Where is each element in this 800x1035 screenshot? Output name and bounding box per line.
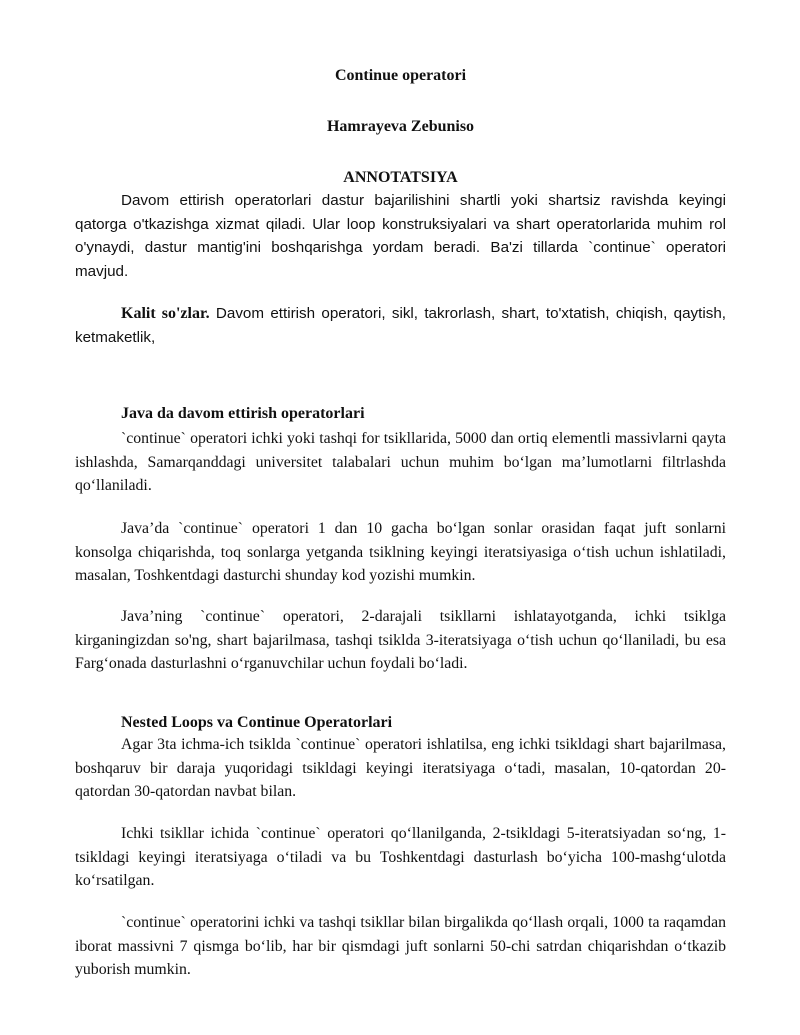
keywords-paragraph bbox=[75, 302, 726, 349]
section2-paragraph-3: `continue` operatorini ichki va tashqi tsikllar bilan birgalikda qo‘llash orqali, 1000 ta raqamdan iborat massivni 7 qismga bo‘lib, har bir qismdagi juft sonlarni 50-chi satrdan chiqarishdan o‘tkazib yuborish mumkin. bbox=[75, 914, 726, 979]
annotation-heading: ANNOTATSIYA bbox=[343, 169, 458, 186]
section-heading-java: Java da davom ettirish operatorlari bbox=[121, 405, 365, 422]
section2-paragraph-1: Agar 3ta ichma-ich tsiklda `continue` operatori ishlatilsa, eng ichki tsikldagi shart bajarilmasa, boshqaruv bir daraja yuqoridagi tsikldagi keyingi iteratsiyaga o‘tadi, masalan, 10-qatordan 20-qatordan 30-qatordan navbat bilan. bbox=[75, 736, 726, 801]
keywords-label: Kalit so'zlar. bbox=[121, 305, 210, 322]
keywords-text: Davom ettirish operatori, sikl, takrorlash, shart, to'xtatish, chiqish, qaytish, ketmaketlik, bbox=[75, 305, 726, 346]
section1-paragraph-1: `continue` operatori ichki yoki tashqi for tsikllarida, 5000 dan ortiq elementli massivlarni qayta ishlashda, Samarqanddagi universitet talabalari uchun muhim bo‘lgan ma’lumotlarni filtrlashda qo‘llaniladi. bbox=[75, 430, 726, 495]
section1-paragraph-2: Java’da `continue` operatori 1 dan 10 gacha bo‘lgan sonlar orasidan faqat juft sonlarni konsolga chiqarishda, toq sonlarga yetganda tsiklning keyingi iteratsiyasiga o‘tish uchun ishlatiladi, masalan, Toshkentdagi dasturchi shunday kod yozishi mumkin. bbox=[75, 520, 726, 585]
annotation-paragraph: Davom ettirish operatorlari dastur bajarilishini shartli yoki shartsiz ravishda keyingi qatorga o'tkazishga xizmat qiladi. Ular loop konstruksiyalari va shart operatorlarida muhim rol o'ynaydi, dastur mantig'ini boshqarishga yordam beradi. Ba'zi tillarda `continue` operatori mavjud. bbox=[75, 192, 726, 280]
document-title: Continue operatori bbox=[334, 67, 467, 84]
section1-paragraph-3: Java’ning `continue` operatori, 2-darajali tsikllarni ishlatayotganda, ichki tsiklga kirganingizdan so'ng, shart bajarilmasa, tashqi tsiklda 3-iteratsiyaga o‘tish uchun qo‘llaniladi, bu esa Farg‘onada dasturlashni o‘rganuvchilar uchun foydali bo‘ladi. bbox=[75, 608, 726, 673]
section-heading-nested-loops: Nested Loops va Continue Operatorlari bbox=[121, 714, 393, 731]
section2-paragraph-2: Ichki tsikllar ichida `continue` operatori qo‘llanilganda, 2-tsikldagi 5-iteratsiyadan so‘ng, 1-tsikldagi keyingi iteratsiyaga o‘tiladi va bu Toshkentdagi dasturlash bo‘yicha 100-mashg‘ulotda ko‘rsatilgan. bbox=[75, 825, 726, 890]
author-name: Hamrayeva Zebuniso bbox=[326, 118, 475, 135]
